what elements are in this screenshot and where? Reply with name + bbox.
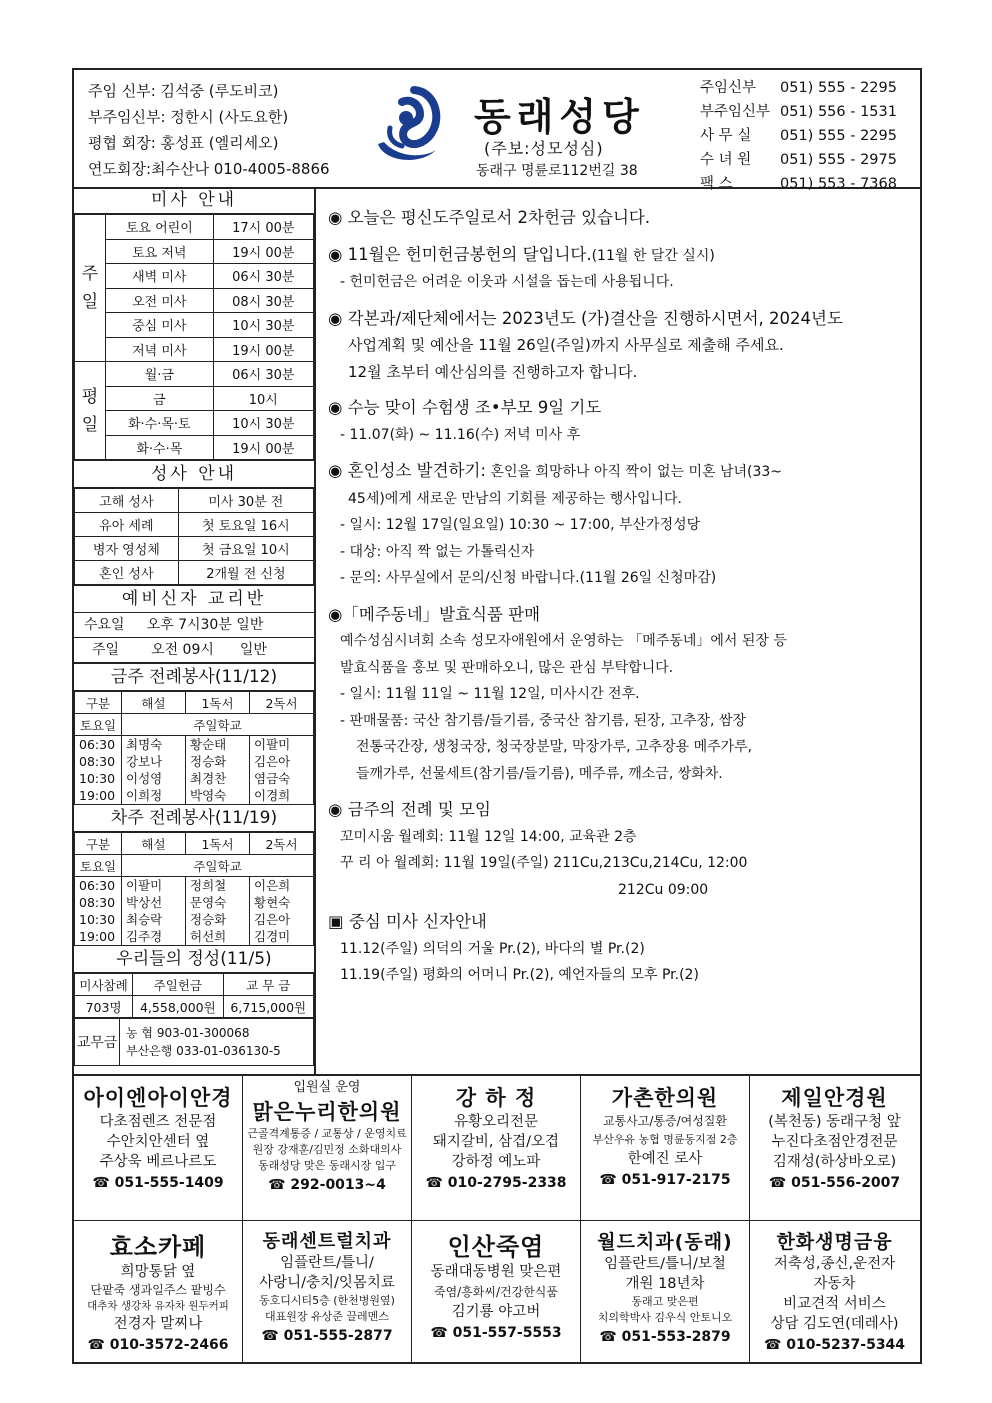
sacrament-name: 고해 성사 xyxy=(75,489,179,513)
ad-line: 동래대동병원 맞은편 xyxy=(430,1264,562,1280)
sacrament-time: 미사 30분 전 xyxy=(178,489,313,513)
ad-box xyxy=(750,1221,919,1364)
ad-line: 전경자 말찌나 xyxy=(113,1316,203,1332)
ad-name: 월드치과(동래) xyxy=(597,1231,733,1253)
ads-row xyxy=(74,1221,920,1364)
ad-box xyxy=(581,1221,750,1364)
ad-name: 동래센트럴치과 xyxy=(262,1231,392,1252)
notice-line: 전통국간장, 생청국장, 청국장분말, 막장가루, 고추장용 메주가루, xyxy=(356,739,753,755)
ad-name: 가촌한의원 xyxy=(611,1086,719,1110)
contact-label: 주임신부 xyxy=(700,80,757,96)
notice-line: - 11.07(화) ~ 11.16(수) 저녁 미사 후 xyxy=(340,426,581,443)
ad-phone: ☎ 051-556-2007 xyxy=(768,1175,901,1191)
ad-line: 자동차 xyxy=(813,1276,856,1292)
catechumen-time: 오전 09시 xyxy=(151,642,214,658)
notice-line: 11.19(주일) 평화의 어머니 Pr.(2), 예언자들의 모후 Pr.(2) xyxy=(340,967,699,983)
col-header: 1독서 xyxy=(186,692,250,714)
reader1-col xyxy=(186,877,250,946)
service-next-table xyxy=(74,832,314,946)
contact-label: 수 녀 원 xyxy=(700,152,752,168)
ad-box xyxy=(412,1076,581,1220)
contact-label: 사 무 실 xyxy=(700,128,752,144)
time: 19:00 xyxy=(79,929,116,944)
bulletin-page xyxy=(72,68,922,1364)
account-numbers xyxy=(120,1019,314,1066)
person: 이팔미 xyxy=(126,878,163,893)
person: 박상선 xyxy=(126,895,163,910)
col-header: 구분 xyxy=(75,692,122,714)
person: 이팔미 xyxy=(254,737,291,752)
mass-time: 10시 30분 xyxy=(213,313,313,338)
sacrament-name: 병자 영성체 xyxy=(75,537,179,561)
time: 10:30 xyxy=(79,771,116,786)
offering-table xyxy=(74,973,314,1018)
ad-small: 원장 강재훈/김민정 소화대의사 xyxy=(252,1143,402,1156)
contact-row xyxy=(700,100,897,124)
mass-name: 토요 어린이 xyxy=(106,215,214,240)
sacrament-time: 첫 금요일 10시 xyxy=(178,537,313,561)
left-column xyxy=(74,187,316,1074)
ad-line: 유황오리전문 xyxy=(453,1114,539,1130)
ad-line: 돼지갈비, 삼겹/오겹 xyxy=(432,1134,560,1150)
ad-name: 한화생명금융 xyxy=(776,1231,893,1253)
service-this-table xyxy=(74,691,314,805)
offering-value: 6,715,000원 xyxy=(223,996,313,1018)
mass-name: 화·수·목·토 xyxy=(106,411,214,436)
time: 08:30 xyxy=(79,895,116,910)
ad-line: 사랑니/충치/잇몸치료 xyxy=(259,1275,395,1291)
person: 김경미 xyxy=(254,929,291,944)
commentator-col xyxy=(122,877,186,946)
col-header: 해설 xyxy=(122,833,186,855)
contact-label: 부주임신부 xyxy=(700,104,771,120)
person: 이은희 xyxy=(254,878,291,893)
ad-line: 김재성(하상바오로) xyxy=(772,1154,897,1170)
saturday-label: 토요일 xyxy=(75,855,122,877)
col-header: 1독서 xyxy=(186,833,250,855)
ad-name: 맑은누리한의원 xyxy=(252,1100,402,1124)
account-number: 부산은행 033-01-036130-5 xyxy=(126,1044,281,1058)
notice-heading-note: 혼인을 희망하나 아직 짝이 없는 미혼 남녀(33~ xyxy=(485,464,783,480)
ad-name: 효소카페 xyxy=(109,1233,207,1261)
catechumen-time: 오후 7시30분 일반 xyxy=(146,617,264,633)
contact-value: 051) 555 - 2295 xyxy=(780,80,897,96)
mass-name: 토요 저녁 xyxy=(106,239,214,264)
time: 08:30 xyxy=(79,754,116,769)
col-header: 해설 xyxy=(122,692,186,714)
mass-name: 금 xyxy=(106,386,214,411)
ad-phone: ☎ 010-5237-5344 xyxy=(763,1337,906,1353)
ad-name: 강 하 정 xyxy=(455,1086,537,1110)
mass-time: 19시 00분 xyxy=(213,337,313,362)
ad-line: 입원실 운영 xyxy=(293,1080,361,1095)
mass-name: 월·금 xyxy=(106,362,214,387)
ad-phone: ☎ 051-557-5553 xyxy=(430,1325,562,1341)
notice-line: 꼬미시움 월례회: 11월 12일 14:00, 교육관 2층 xyxy=(340,828,637,845)
notice-heading: ◉「메주동네」발효식품 판매 xyxy=(328,604,541,624)
notice-line: 발효식품을 홍보 및 판매하오니, 많은 관심 부탁합니다. xyxy=(340,659,674,676)
person: 이희정 xyxy=(126,788,163,803)
notice-heading-text: ◉ 11월은 헌미헌금봉헌의 달입니다. xyxy=(328,244,592,264)
reader2-col xyxy=(250,736,314,805)
catechumen-day: 주일 xyxy=(92,642,120,658)
notice-heading-text: ◉ 혼인성소 발견하기: xyxy=(328,461,486,480)
ad-phone: ☎ 051-555-2877 xyxy=(261,1328,393,1344)
header xyxy=(74,70,920,192)
ad-line: 저축성,종신,운전자 xyxy=(773,1256,896,1272)
notice-line: - 대상: 아직 짝 없는 가톨릭신자 xyxy=(340,543,535,560)
ad-small: 동래고 맞은편 xyxy=(631,1295,699,1308)
ad-box xyxy=(412,1221,581,1364)
mass-time: 17시 00분 xyxy=(213,215,313,240)
notice-line: - 일시: 11월 11일 ~ 11월 12일, 미사시간 전후. xyxy=(340,686,640,702)
person: 문영숙 xyxy=(190,895,227,910)
contact-value: 051) 555 - 2295 xyxy=(780,128,897,144)
ad-box xyxy=(74,1076,243,1220)
notice-column xyxy=(314,187,920,1074)
ad-line: 누진다초점안경전문 xyxy=(771,1134,898,1150)
parish-logo-icon xyxy=(370,84,450,168)
ad-line: 주상욱 베르나르도 xyxy=(99,1154,217,1170)
mass-name: 화·수·목 xyxy=(106,435,214,460)
notice-line: 꾸 리 아 월례회: 11월 19일(주일) 211Cu,213Cu,214Cu, 12:00 xyxy=(340,855,748,871)
contact-label: 팩 스 xyxy=(700,176,733,192)
weekday-label: 평 일 xyxy=(75,362,106,460)
ad-small: 부산우유 농협 명륜동지점 2층 xyxy=(592,1133,738,1146)
clergy-line: 연도회장:최수산나 010-4005-8866 xyxy=(88,160,330,178)
catechumen-title: 예비신자 교리반 xyxy=(74,585,314,613)
ad-line: 수안치안센터 옆 xyxy=(106,1134,210,1150)
ad-phone: ☎ 051-555-1409 xyxy=(92,1175,224,1191)
ad-box xyxy=(243,1221,412,1364)
ad-small: 단팥죽 생과일주스 팥빙수 xyxy=(90,1283,226,1297)
parish-address: 동래구 명륜로112번길 38 xyxy=(476,163,638,179)
person: 황순태 xyxy=(190,737,227,752)
person: 이성영 xyxy=(126,771,163,786)
mass-name: 저녁 미사 xyxy=(106,337,214,362)
catechumen-schedule xyxy=(74,613,314,663)
ad-small: 근골격계통증 / 교통상 / 운영치료 xyxy=(247,1127,407,1140)
sacrament-name: 혼인 성사 xyxy=(75,561,179,585)
person: 김은아 xyxy=(254,754,291,769)
ad-small: 동래성당 맞은 동래시장 입구 xyxy=(257,1159,396,1172)
saturday-label: 토요일 xyxy=(75,714,122,736)
notice-heading xyxy=(328,458,913,486)
ad-line: 김기룡 야고버 xyxy=(451,1304,541,1320)
ad-line: 희망통닭 옆 xyxy=(120,1264,196,1280)
sacrament-name: 유아 세례 xyxy=(75,513,179,537)
ads-section xyxy=(74,1074,920,1364)
person: 황현숙 xyxy=(254,895,291,910)
account-table xyxy=(74,1018,314,1066)
mass-time: 06시 30분 xyxy=(213,264,313,289)
account-label: 교무금 xyxy=(75,1019,120,1066)
mass-time: 08시 30분 xyxy=(213,288,313,313)
ad-box xyxy=(243,1076,412,1220)
mass-time: 10시 xyxy=(213,386,313,411)
sacrament-time: 첫 토요일 16시 xyxy=(178,513,313,537)
mass-name: 중심 미사 xyxy=(106,313,214,338)
time: 06:30 xyxy=(79,878,116,893)
ad-line: 다초점렌즈 전문점 xyxy=(99,1114,217,1130)
notice-line: 들깨가루, 선물세트(참기름/들기름), 메주류, 깨소금, 쌍화차. xyxy=(356,765,723,782)
person: 김주경 xyxy=(126,929,163,944)
saturday-value: 주일학교 xyxy=(122,855,314,877)
sunday-label: 주 일 xyxy=(75,215,106,362)
sacrament-time: 2개월 전 신청 xyxy=(178,561,313,585)
ad-small: 동호디시티5층 (한천병원옆) xyxy=(259,1294,395,1307)
person: 최승락 xyxy=(126,912,163,927)
person: 이경희 xyxy=(254,788,291,803)
notice-heading: ◉ 수능 맞이 수험생 조•부모 9일 기도 xyxy=(328,398,602,417)
offering-header: 주일헌금 xyxy=(133,974,223,996)
person: 허선희 xyxy=(190,929,227,944)
ad-small: 죽염/흥화씨/건강한식품 xyxy=(433,1285,558,1299)
notice-line: - 일시: 12월 17일(일요일) 10:30 ~ 17:00, 부산가정성당 xyxy=(340,517,701,533)
ad-phone: ☎ 051-553-2879 xyxy=(599,1329,731,1345)
sacrament-title: 성사 안내 xyxy=(74,460,314,488)
notice-list xyxy=(328,205,913,989)
ads-row xyxy=(74,1076,920,1221)
ad-phone: ☎ 010-2795-2338 xyxy=(425,1175,567,1191)
ad-line: 상담 김도연(데레사) xyxy=(770,1316,899,1332)
ad-small: 대표원장 유상준 끌레멘스 xyxy=(265,1310,389,1323)
offering-title: 우리들의 정성(11/5) xyxy=(74,946,314,973)
notice-line: - 문의: 사무실에서 문의/신청 바랍니다.(11월 26일 신청마감) xyxy=(340,570,717,586)
ad-box xyxy=(750,1076,919,1220)
offering-value: 4,558,000원 xyxy=(133,996,223,1018)
notice-line: - 헌미헌금은 어려운 이웃과 시설을 돕는데 사용됩니다. xyxy=(340,274,674,290)
person: 최명숙 xyxy=(126,737,163,752)
contact-list xyxy=(700,76,897,196)
contact-value: 051) 556 - 1531 xyxy=(780,104,897,120)
mass-name: 새벽 미사 xyxy=(106,264,214,289)
notice-line: 45세)에게 새로운 만남의 기회를 제공하는 행사입니다. xyxy=(348,490,682,507)
parish-subtitle: (주보:성모성심) xyxy=(484,139,604,158)
ad-line: 개원 18년차 xyxy=(625,1276,705,1292)
notice-heading-note: (11월 한 달간 실시) xyxy=(591,247,715,264)
commentator-col xyxy=(122,736,186,805)
col-header: 2독서 xyxy=(250,833,314,855)
ad-name: 아이엔아이안경 xyxy=(83,1086,233,1110)
ad-small: 교통사고/통증/여성질환 xyxy=(602,1114,727,1128)
mass-time: 19시 00분 xyxy=(213,239,313,264)
contact-row xyxy=(700,124,897,148)
ad-box xyxy=(581,1076,750,1220)
notice-heading: ▣ 중심 미사 신자안내 xyxy=(328,912,487,931)
offering-value: 703명 xyxy=(75,996,133,1018)
person: 박영숙 xyxy=(190,788,227,803)
catechumen-row xyxy=(74,613,314,637)
ad-phone: ☎ 010-3572-2466 xyxy=(87,1337,229,1353)
time-col xyxy=(75,877,122,946)
account-number: 농 협 903-01-300068 xyxy=(126,1026,250,1040)
person: 김은아 xyxy=(254,912,291,927)
notice-line: 212Cu 09:00 xyxy=(618,881,709,898)
sacrament-table xyxy=(74,488,314,585)
notice-line: 사업계획 및 예산을 11월 26일(주일)까지 사무실로 제출해 주세요. xyxy=(348,336,784,354)
ad-line: 임플란트/틀니/ xyxy=(280,1255,374,1271)
notice-heading: ◉ 금주의 전례 및 모임 xyxy=(328,800,491,819)
notice-heading xyxy=(328,242,913,270)
mass-time: 10시 30분 xyxy=(213,411,313,436)
mass-time: 19시 00분 xyxy=(213,435,313,460)
person: 최경찬 xyxy=(190,771,227,786)
catechumen-row xyxy=(74,637,314,662)
service-next-title: 차주 전례봉사(11/19) xyxy=(74,805,314,832)
catechumen-type: 일반 xyxy=(239,642,267,658)
clergy-info xyxy=(88,78,330,182)
ad-box xyxy=(74,1221,243,1364)
contact-value: 051) 553 - 7368 xyxy=(780,176,897,192)
person: 정승화 xyxy=(190,912,227,927)
col-header: 2독서 xyxy=(250,692,314,714)
time-col xyxy=(75,736,122,805)
mass-title: 미사 안내 xyxy=(74,187,314,214)
notice-line: - 판매물품: 국산 참기름/들기름, 중국산 참기름, 된장, 고추장, 쌈장 xyxy=(340,712,746,729)
notice-heading: ◉ 각본과/제단체에서는 2023년도 (가)결산을 진행하시면서, 2024년도 xyxy=(328,308,843,328)
saturday-value: 주일학교 xyxy=(122,714,314,736)
catechumen-day: 수요일 xyxy=(84,617,125,633)
time: 10:30 xyxy=(79,912,116,927)
mass-table xyxy=(74,214,314,460)
person: 염금숙 xyxy=(254,771,291,786)
col-header: 구분 xyxy=(75,833,122,855)
ad-small: 치의학박사 김우식 안토니오 xyxy=(597,1311,733,1324)
clergy-line: 평협 회장: 홍성표 (엘리세오) xyxy=(88,134,279,152)
contact-row xyxy=(700,76,897,100)
ad-phone: ☎ 292-0013~4 xyxy=(268,1177,386,1193)
notice-line: 12월 초부터 예산심의를 진행하고자 합니다. xyxy=(348,362,638,381)
notice-line: 예수성심시녀회 소속 성모자애원에서 운영하는 「메주동네」에서 된장 등 xyxy=(340,633,787,649)
person: 강보나 xyxy=(126,754,163,769)
reader1-col xyxy=(186,736,250,805)
clergy-line: 주임 신부: 김석중 (루도비코) xyxy=(88,82,279,100)
contact-row xyxy=(700,148,897,172)
ad-line: (복천동) 동래구청 앞 xyxy=(768,1114,901,1130)
notice-line: 11.12(주일) 의덕의 거울 Pr.(2), 바다의 별 Pr.(2) xyxy=(340,940,645,957)
person: 정승화 xyxy=(190,754,227,769)
ad-line: 비교견적 서비스 xyxy=(783,1296,886,1312)
ad-line: 한예진 로사 xyxy=(627,1151,703,1167)
ad-small: 대추차 생강차 유자차 원두커피 xyxy=(87,1300,229,1312)
person: 정희철 xyxy=(190,878,227,893)
offering-header: 미사참례 xyxy=(75,974,133,996)
offering-header: 교 무 금 xyxy=(223,974,313,996)
notice-heading: ◉ 오늘은 평신도주일로서 2차헌금 있습니다. xyxy=(328,208,651,227)
contact-value: 051) 555 - 2975 xyxy=(780,152,897,168)
reader2-col xyxy=(250,877,314,946)
time: 06:30 xyxy=(79,737,116,752)
mass-time: 06시 30분 xyxy=(213,362,313,387)
mass-name: 오전 미사 xyxy=(106,288,214,313)
parish-title: 동래성당 xyxy=(474,95,645,139)
service-this-title: 금주 전례봉사(11/12) xyxy=(74,663,314,691)
ad-name: 제일안경원 xyxy=(781,1086,888,1110)
ad-line: 강하정 예노파 xyxy=(451,1154,541,1170)
ad-line: 임플란트/틀니/보철 xyxy=(604,1256,726,1272)
ad-name: 인산죽염 xyxy=(447,1233,545,1261)
clergy-line: 부주임신부: 정한시 (사도요한) xyxy=(88,108,289,126)
ad-phone: ☎ 051-917-2175 xyxy=(599,1172,731,1188)
time: 19:00 xyxy=(79,788,116,803)
